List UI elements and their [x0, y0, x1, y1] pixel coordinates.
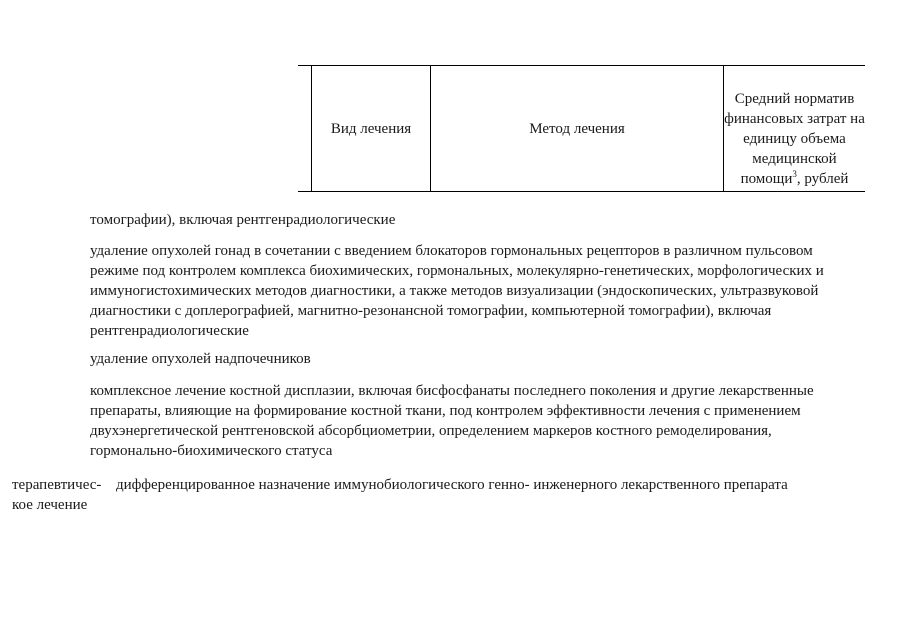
method-text: удаление опухолей надпочечников: [90, 351, 311, 367]
method-text: томографии), включая рентгенрадиологические: [90, 212, 396, 228]
table-header-bottom-border: [298, 191, 865, 192]
method-text: комплексное лечение костной дисплазии, включая бисфосфанаты последнего поколения и другие лекарственные препараты, влияющие на формирование костной ткани, под контролем эффективности лечения с применением двухэнергетической рентгеновской абсорбциометрии, определением маркеров костного ремоделирования, гормонально-биохимического статуса: [90, 383, 814, 459]
treatment-type-text: терапевтичес- кое лечение: [12, 477, 102, 513]
footnote-mark: 3: [792, 169, 797, 179]
method-text: удаление опухолей гонад в сочетании с введением блокаторов гормональных рецепторов в различном пульсовом режиме под контролем комплекса биохимических, гормональных, молекулярно-генетических, морфологических и иммуногистохимических методов диагностики, а также методов визуализации (эндоскопических, ультразвуковой диагностики с доплерографией, магнитно-резонансной томографии, компьютерной томографии), включая рентгенрадиологические: [90, 243, 824, 339]
header-financial-cost: Средний норматив финансовых затрат на единицу объема медицинской помощи$^3$, рублей: [724, 91, 865, 187]
method-text: дифференцированное назначение иммунобиологического генно- инженерного лекарственного препарата: [116, 477, 788, 493]
header-treatment-type: Вид лечения: [330, 120, 412, 137]
header-treatment-method: Метод лечения: [529, 120, 625, 137]
